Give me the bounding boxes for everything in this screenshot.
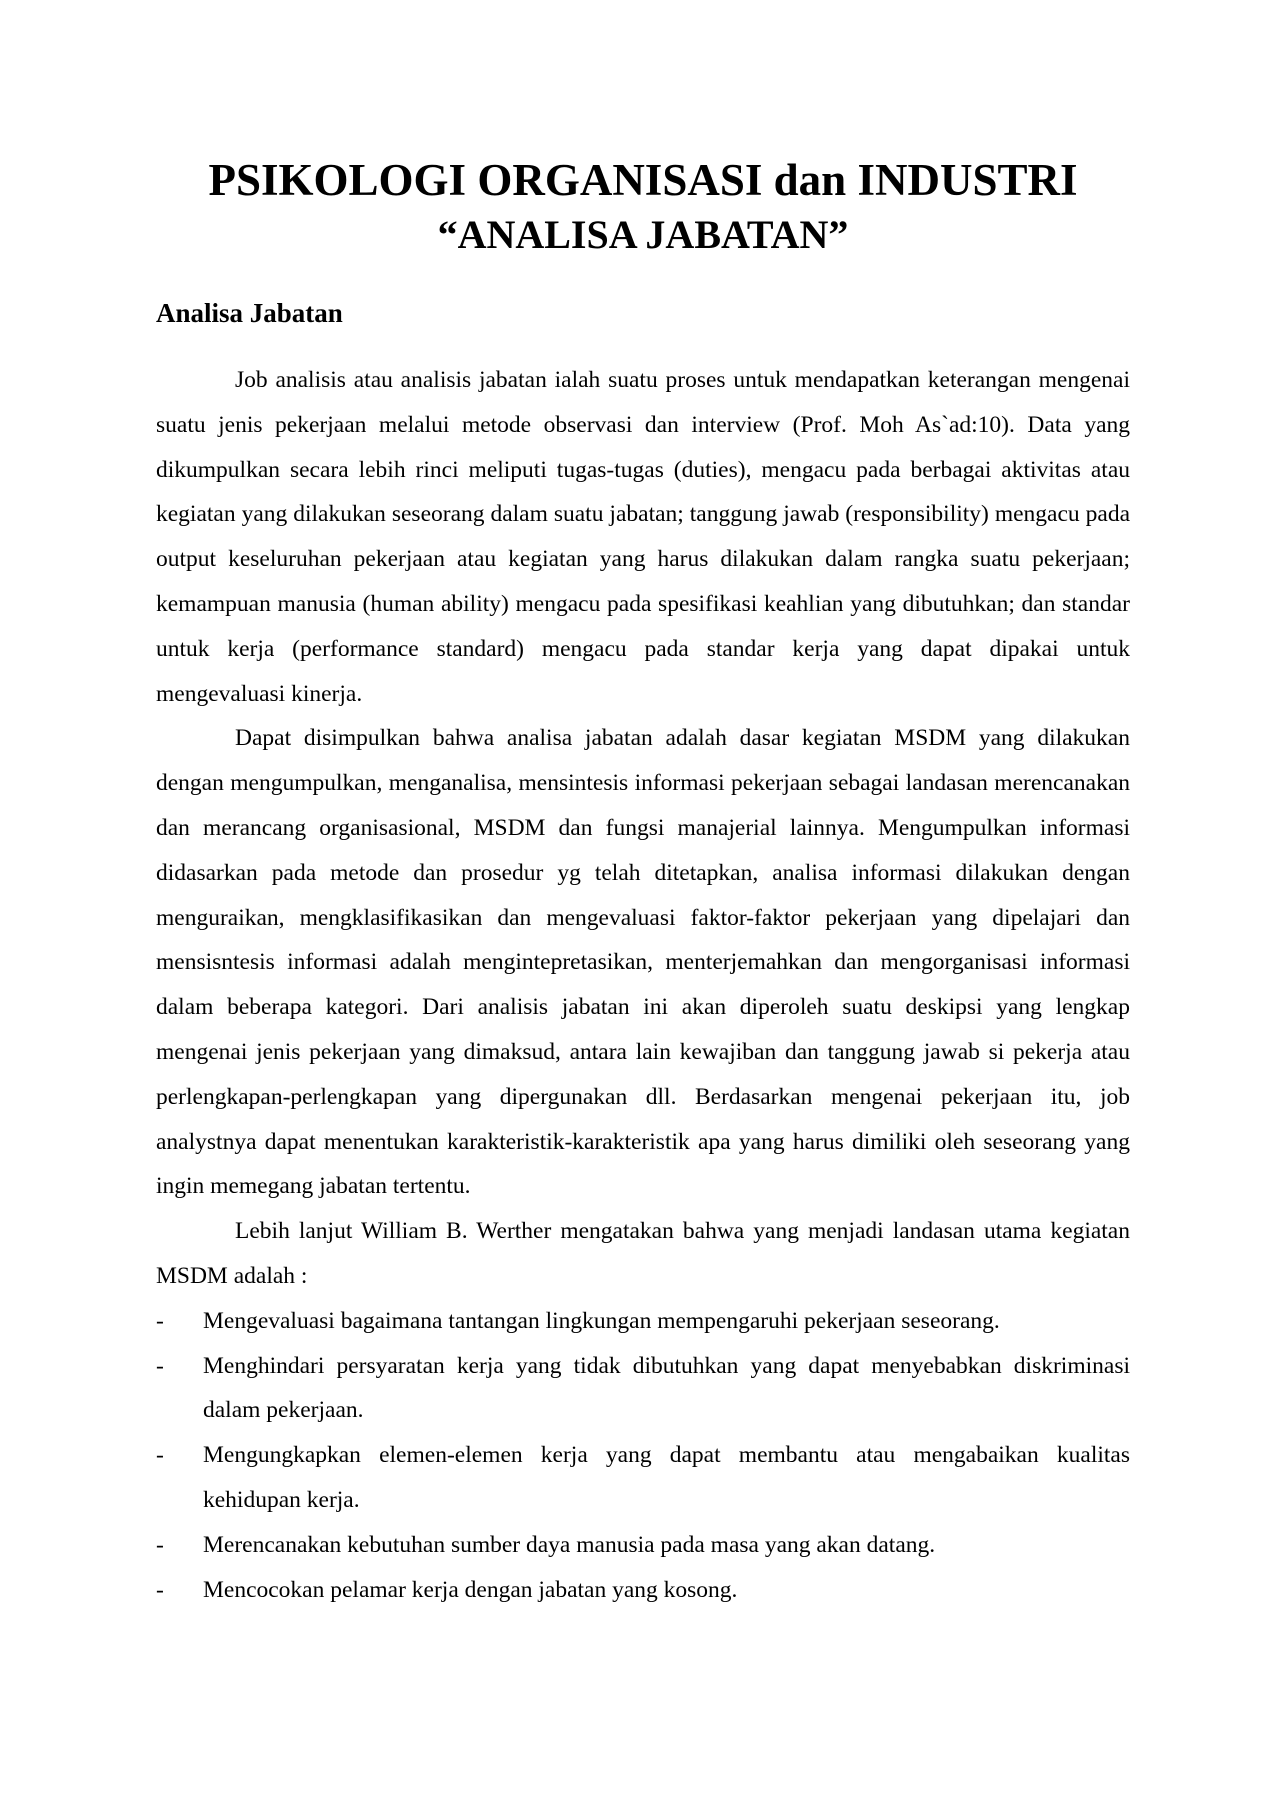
paragraph-3: Lebih lanjut William B. Werther mengatakan bahwa yang menjadi landasan utama kegiatan MSDM adalah : [156,1218,1130,1289]
document-content [156,150,1130,1612]
bullet-marker: - [156,1442,164,1469]
section-heading: Analisa Jabatan [156,298,343,328]
list-item-text: Mengungkapkan elemen-elemen kerja yang dapat membantu atau mengabaikan kualitas kehidupan kerja. [203,1442,1130,1513]
bullet-marker: - [156,1576,164,1603]
list-item-text: Merencanakan kebutuhan sumber daya manusia pada masa yang akan datang. [203,1531,936,1558]
bullet-list [156,1299,1130,1613]
list-item-text: Menghindari persyaratan kerja yang tidak dibutuhkan yang dapat menyebabkan diskriminasi dalam pekerjaan. [203,1352,1130,1424]
bullet-marker: - [156,1352,164,1379]
list-item [156,1523,1130,1568]
list-item [156,1433,1130,1523]
list-item [156,1568,1130,1613]
bullet-marker: - [156,1307,164,1334]
bullet-marker: - [156,1531,164,1558]
document-title: PSIKOLOGI ORGANISASI dan INDUSTRI [208,155,1078,205]
paragraph-1: Job analisis atau analisis jabatan ialah suatu proses untuk mendapatkan keterangan mengenai suatu jenis pekerjaan melalui metode observasi dan interview (Prof. Moh As`ad:10). Data yang dikumpulkan secara lebih rinci meliputi tugas-tugas (duties), mengacu pada berbagai aktivitas atau kegiatan yang dilakukan seseorang dalam suatu jabatan; tanggung jawab (responsibility) mengacu pada output keseluruhan pekerjaan atau kegiatan yang harus dilakukan dalam rangka suatu pekerjaan; kemampuan manusia (human ability) mengacu pada spesifikasi keahlian yang dibutuhkan; dan standar untuk kerja (performance standard) mengacu pada standar kerja yang dapat dipakai untuk mengevaluasi kinerja. [156,367,1130,707]
list-item [156,1344,1130,1434]
list-item-text: Mengevaluasi bagaimana tantangan lingkungan mempengaruhi pekerjaan seseorang. [203,1307,1000,1334]
paragraph-2: Dapat disimpulkan bahwa analisa jabatan adalah dasar kegiatan MSDM yang dilakukan dengan mengumpulkan, menganalisa, mensintesis informasi pekerjaan sebagai landasan merencanakan dan merancang organisasional, MSDM dan fungsi manajerial lainnya. Mengumpulkan informasi didasarkan pada metode dan prosedur yg telah ditetapkan, analisa informasi dilakukan dengan menguraikan, mengklasifikasikan dan mengevaluasi faktor-faktor pekerjaan yang dipelajari dan mensisntesis informasi adalah mengintepretasikan, menterjemahkan dan mengorganisasi informasi dalam beberapa kategori. Dari analisis jabatan ini akan diperoleh suatu deskipsi yang lengkap mengenai jenis pekerjaan yang dimaksud, antara lain kewajiban dan tanggung jawab si pekerja atau perlengkapan-perlengkapan yang dipergunakan dll. Berdasarkan mengenai pekerjaan itu, job analystnya dapat menentukan karakteristik-karakteristik apa yang harus dimiliki oleh seseorang yang ingin memegang jabatan tertentu. [156,725,1130,1200]
list-item [156,1299,1130,1344]
document-subtitle: “ANALISA JABATAN” [437,212,849,257]
list-item-text: Mencocokan pelamar kerja dengan jabatan yang kosong. [203,1576,738,1603]
